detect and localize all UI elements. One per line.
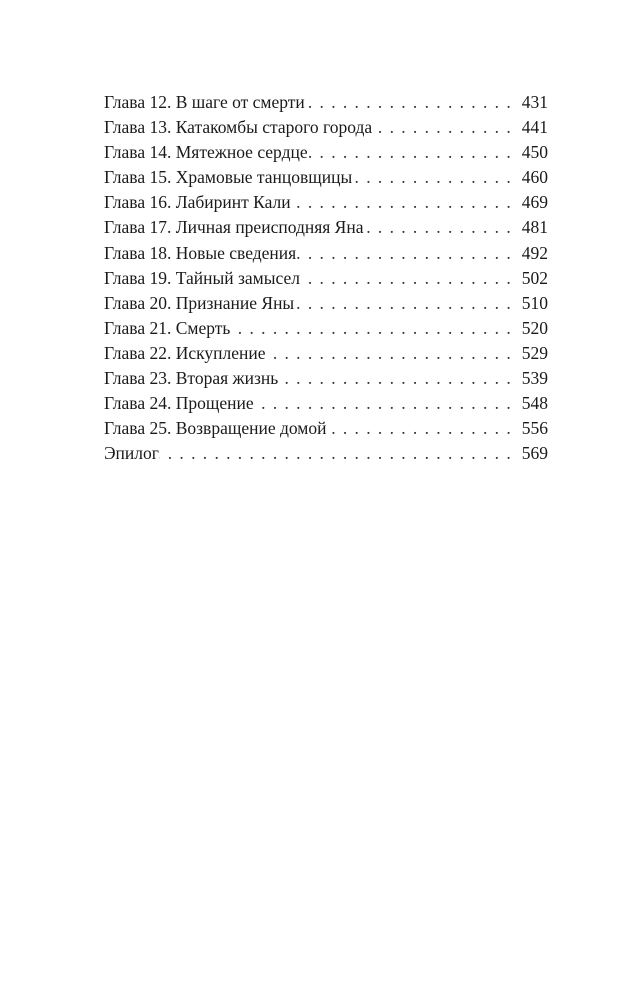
toc-entry-title: Глава 23. Вторая жизнь (104, 368, 279, 389)
toc-entry (104, 391, 548, 416)
toc-leader-dots (296, 241, 520, 266)
toc-entry-title: Глава 21. Смерть (104, 317, 231, 338)
toc-leader-dots (254, 391, 520, 416)
toc-entry-page: 520 (521, 317, 548, 338)
toc-entry-title: Глава 19. Тайный замысел (104, 267, 300, 288)
toc-entry-page: 529 (521, 342, 548, 363)
toc-entry-page: 539 (521, 368, 548, 389)
toc-entry (104, 266, 548, 291)
toc-leader-dots (372, 115, 520, 140)
toc-leader-dots (294, 291, 520, 316)
toc-leader-dots (308, 140, 520, 165)
toc-entry-page: 569 (521, 443, 548, 464)
toc-entry-page: 460 (521, 167, 548, 188)
toc-entry (104, 341, 548, 366)
toc-entry (104, 241, 548, 266)
toc-entry (104, 366, 548, 391)
toc-entry (104, 316, 548, 341)
toc-entry-page: 481 (521, 217, 548, 238)
toc-leader-dots (305, 90, 520, 115)
toc-entry (104, 115, 548, 140)
toc-entry-title: Глава 12. В шаге от смерти (104, 92, 305, 112)
toc-entry-title: Глава 14. Мятежное сердце (104, 142, 308, 163)
toc-entry (104, 190, 548, 215)
toc-entry (104, 441, 548, 466)
toc-entry-title: Глава 16. Лабиринт Кали (104, 192, 291, 213)
toc-leader-dots (159, 441, 520, 466)
toc-entry-page: 502 (521, 267, 548, 288)
toc-leader-dots (352, 165, 520, 190)
toc-leader-dots (364, 215, 521, 240)
toc-entry-page: 431 (521, 92, 548, 112)
toc-leader-dots (326, 416, 520, 441)
toc-entry-page: 492 (521, 242, 548, 263)
toc-leader-dots (300, 266, 520, 291)
toc-entry-title: Эпилог (104, 443, 159, 464)
toc-entry-title: Глава 18. Новые сведения (104, 242, 297, 263)
toc-entry (104, 291, 548, 316)
toc-entry-title: Глава 13. Катакомбы старого города (104, 117, 373, 138)
toc-entry-title: Глава 22. Искупление (104, 342, 266, 363)
toc-leader-dots (291, 190, 520, 215)
toc-entry-page: 548 (521, 393, 548, 414)
toc-entry-page: 510 (521, 292, 548, 313)
toc-entry-page: 441 (521, 117, 548, 138)
toc-entry-title: Глава 15. Храмовые танцовщицы (104, 167, 353, 188)
toc-entry-title: Глава 20. Признание Яны (104, 292, 295, 313)
toc-entry-page: 556 (521, 418, 548, 439)
toc-entry (104, 90, 548, 115)
toc-entry-page: 450 (521, 142, 548, 163)
toc-entry-title: Глава 17. Личная преисподняя Яна (104, 217, 364, 238)
toc-entry (104, 215, 548, 240)
toc-entry (104, 140, 548, 165)
toc-entry (104, 165, 548, 190)
toc-leader-dots (266, 341, 521, 366)
toc-entry-page: 469 (521, 192, 548, 213)
toc-leader-dots (230, 316, 520, 341)
toc-entry-title: Глава 25. Возвращение домой (104, 418, 327, 439)
toc-entry-title: Глава 24. Прощение (104, 393, 254, 414)
toc-entry (104, 416, 548, 441)
toc-leader-dots (278, 366, 520, 391)
table-of-contents (104, 90, 548, 466)
